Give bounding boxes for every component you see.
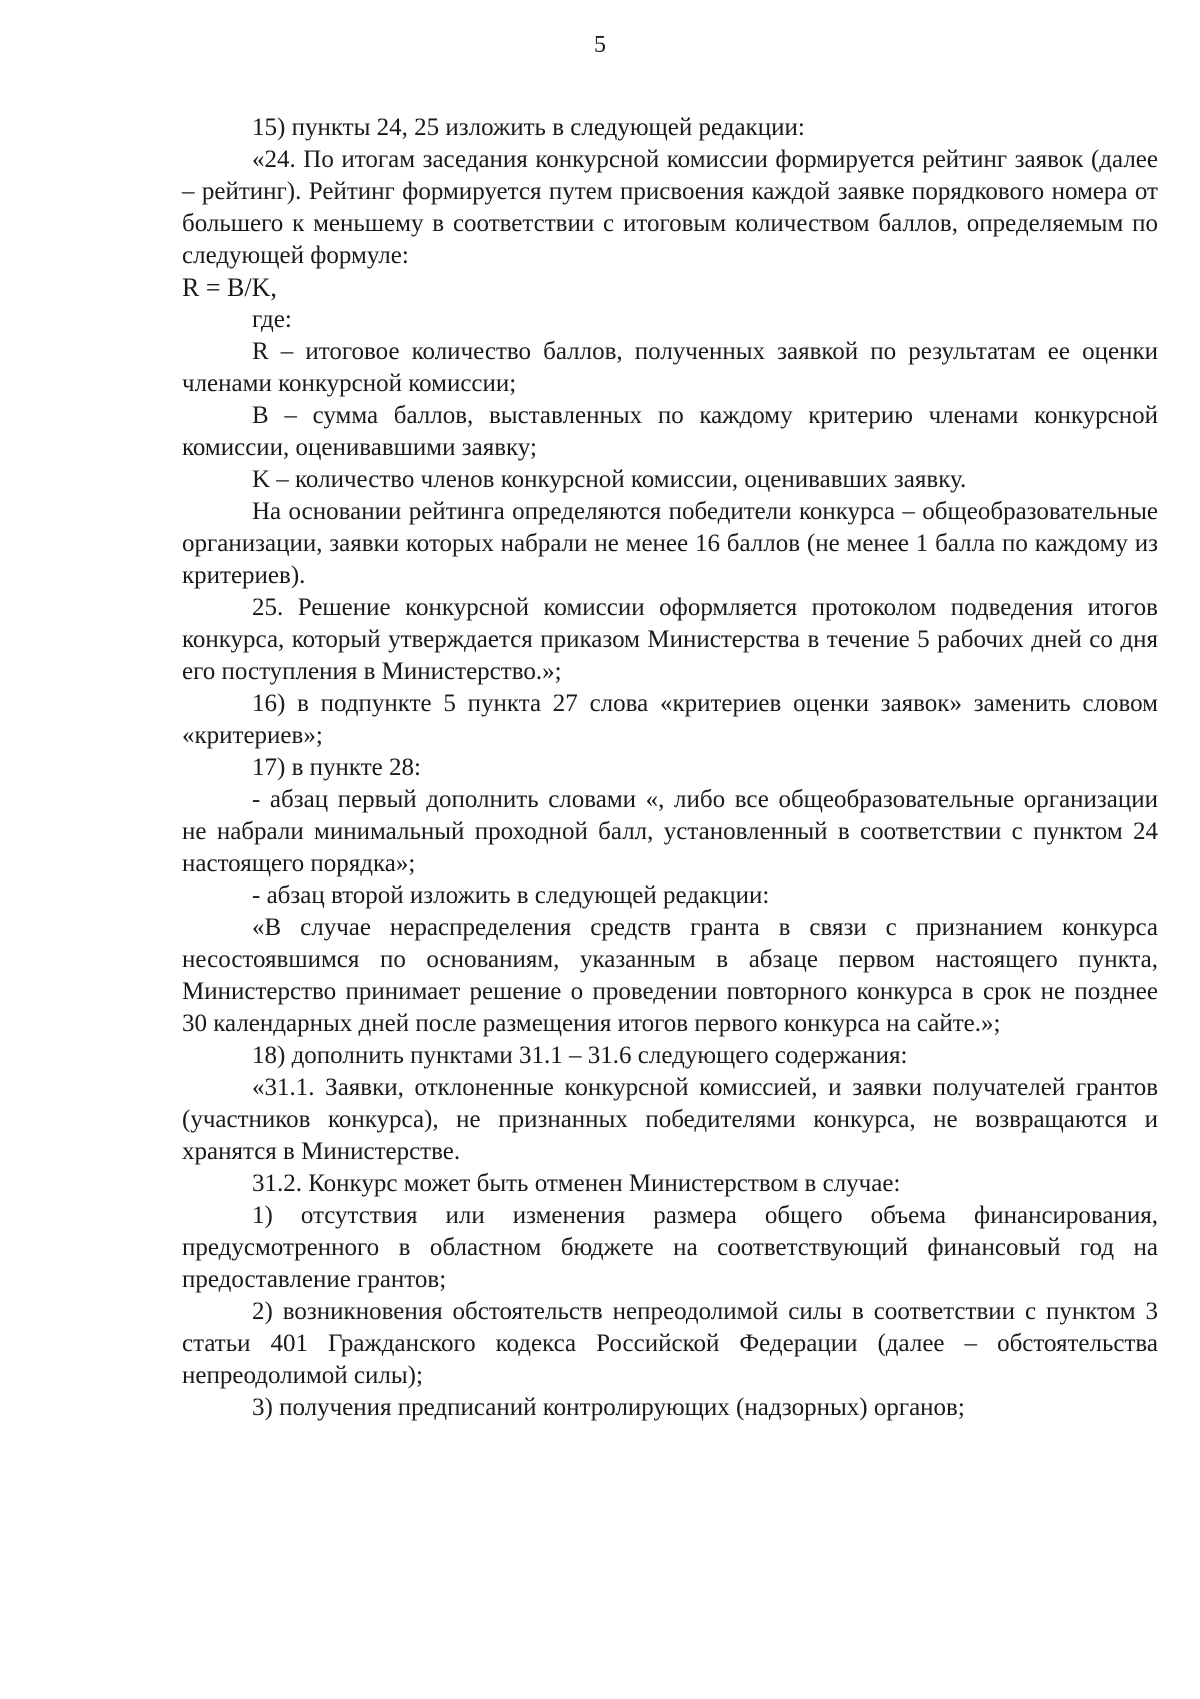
- paragraph-item-15: 15) пункты 24, 25 изложить в следующей редакции:: [252, 114, 805, 141]
- paragraph-item-17: 17) в пункте 28:: [252, 754, 421, 781]
- paragraph-item-17-second: - абзац второй изложить в следующей редакции:: [252, 882, 770, 909]
- paragraph-winners: На основании рейтинга определяются победители конкурса – общеобразовательные организации, заявки которых набрали не менее 16 баллов (не менее 1 балла по каждому из критериев).: [182, 498, 1158, 589]
- paragraph-item-17-second-text: «В случае нераспределения средств гранта в связи с признанием конкурса несостоявшимся по основаниям, указанным в абзаце первом настоящего пункта, Министерство принимает решение о проведении повторного конкурса в срок не позднее 30 календарных дней после размещения итогов первого конкурса на сайте.»;: [182, 914, 1158, 1037]
- definition-r: R – итоговое количество баллов, полученных заявкой по результатам ее оценки членами конкурсной комиссии;: [182, 338, 1158, 397]
- where-label: где:: [252, 306, 292, 333]
- paragraph-point-25: 25. Решение конкурсной комиссии оформляется протоколом подведения итогов конкурса, который утверждается приказом Министерства в течение 5 рабочих дней со дня его поступления в Министерство.»;: [182, 594, 1158, 685]
- paragraph-item-18: 18) дополнить пунктами 31.1 – 31.6 следующего содержания:: [252, 1042, 908, 1069]
- paragraph-point-31-2-sub-1: 1) отсутствия или изменения размера общего объема финансирования, предусмотренного в областном бюджете на соответствующий финансовый год на предоставление грантов;: [182, 1202, 1158, 1293]
- page-number: 5: [594, 32, 606, 58]
- rating-formula: R = B/K,: [182, 273, 277, 302]
- paragraph-point-31-1: «31.1. Заявки, отклоненные конкурсной комиссией, и заявки получателей грантов (участников конкурса), не признанных победителями конкурса, не возвращаются и хранятся в Министерстве.: [182, 1074, 1158, 1165]
- paragraph-item-17-first: - абзац первый дополнить словами «, либо все общеобразовательные организации не набрали минимальный проходной балл, установленный в соответствии с пунктом 24 настоящего порядка»;: [182, 786, 1158, 877]
- paragraph-point-31-2-sub-2: 2) возникновения обстоятельств непреодолимой силы в соответствии с пунктом 3 статьи 401 Гражданского кодекса Российской Федерации (далее – обстоятельства непреодолимой силы);: [182, 1298, 1158, 1389]
- paragraph-item-16: 16) в подпункте 5 пункта 27 слова «критериев оценки заявок» заменить словом «критериев»;: [182, 690, 1158, 749]
- definition-k: K – количество членов конкурсной комиссии, оценивавших заявку.: [252, 466, 967, 493]
- paragraph-point-31-2: 31.2. Конкурс может быть отменен Министерством в случае:: [252, 1170, 901, 1197]
- definition-b: B – сумма баллов, выставленных по каждому критерию членами конкурсной комиссии, оценивавшими заявку;: [182, 402, 1158, 461]
- paragraph-point-24: «24. По итогам заседания конкурсной комиссии формируется рейтинг заявок (далее – рейтинг). Рейтинг формируется путем присвоения каждой заявке порядкового номера от большего к меньшему в соответствии с итоговым количеством баллов, определяемым по следующей формуле:: [182, 146, 1158, 269]
- paragraph-point-31-2-sub-3: 3) получения предписаний контролирующих (надзорных) органов;: [252, 1394, 965, 1421]
- document-body: [182, 112, 1158, 1424]
